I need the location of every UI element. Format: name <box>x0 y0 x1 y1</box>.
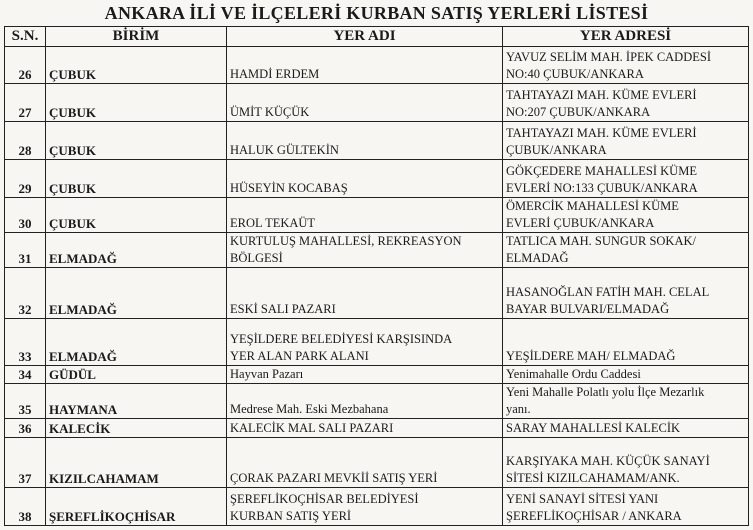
row-sn: 32 <box>5 268 46 319</box>
header-sn: S.N. <box>5 27 46 47</box>
yer-adi-line: ÇORAK PAZARI MEVKİİ SATIŞ YERİ <box>230 471 438 485</box>
row-yer-adi <box>227 160 503 198</box>
adres-line: yanı. <box>506 402 531 416</box>
row-sn: 30 <box>5 198 46 233</box>
adres-line: Yenimahalle Ordu Caddesi <box>506 367 641 381</box>
adres-line: SARAY MAHALLESİ KALECİK <box>506 421 681 435</box>
adres-line: ÇUBUK/ANKARA <box>506 143 607 157</box>
table-header-row <box>5 27 749 47</box>
row-yer-adi <box>227 233 503 268</box>
row-sn: 35 <box>5 384 46 419</box>
row-yer-adresi <box>503 233 749 268</box>
row-birim: HAYMANA <box>46 384 227 419</box>
row-yer-adi <box>227 384 503 419</box>
row-yer-adresi <box>503 198 749 233</box>
row-yer-adi <box>227 488 503 526</box>
table-row <box>5 419 749 438</box>
row-birim: GÜDÜL <box>46 366 227 384</box>
row-sn: 38 <box>5 488 46 526</box>
table-row <box>5 84 749 122</box>
row-birim: ÇUBUK <box>46 160 227 198</box>
row-birim: KALECİK <box>46 419 227 438</box>
row-yer-adresi <box>503 268 749 319</box>
table-row <box>5 198 749 233</box>
adres-line: YENİ SANAYİ SİTESİ YANI <box>506 492 659 506</box>
table-row <box>5 366 749 384</box>
header-birim: BİRİM <box>46 27 227 47</box>
sales-locations-table <box>4 26 749 526</box>
table-row <box>5 384 749 419</box>
row-yer-adi <box>227 84 503 122</box>
row-sn: 29 <box>5 160 46 198</box>
adres-line: EVLERİ NO:133 ÇUBUK/ANKARA <box>506 181 698 195</box>
adres-line: ŞEREFLİKOÇHİSAR / ANKARA <box>506 509 682 523</box>
adres-line: YEŞİLDERE MAH/ ELMADAĞ <box>506 349 676 363</box>
row-sn: 34 <box>5 366 46 384</box>
adres-line: TATLICA MAH. SUNGUR SOKAK/ <box>506 234 696 248</box>
row-birim: ÇUBUK <box>46 47 227 84</box>
yer-adi-line: ŞEREFLİKOÇHİSAR BELEDİYESİ <box>230 492 419 506</box>
row-sn: 33 <box>5 319 46 366</box>
adres-line: GÖKÇEDERE MAHALLESİ KÜME <box>506 164 697 178</box>
adres-line: EVLERİ ÇUBUK/ANKARA <box>506 216 655 230</box>
yer-adi-line: Medrese Mah. Eski Mezbahana <box>230 402 389 416</box>
adres-line: HASANOĞLAN FATİH MAH. CELAL <box>506 285 710 299</box>
row-yer-adi <box>227 47 503 84</box>
table-row <box>5 319 749 366</box>
row-birim: ELMADAĞ <box>46 319 227 366</box>
adres-line: KARŞIYAKA MAH. KÜÇÜK SANAYİ <box>506 454 710 468</box>
row-yer-adresi <box>503 319 749 366</box>
adres-line: NO:40 ÇUBUK/ANKARA <box>506 67 644 81</box>
row-yer-adi <box>227 419 503 438</box>
table-body <box>5 47 749 526</box>
yer-adi-line: ÜMİT KÜÇÜK <box>230 105 310 119</box>
row-sn: 26 <box>5 47 46 84</box>
page-title: ANKARA İLİ VE İLÇELERİ KURBAN SATIŞ YERLERİ LİSTESİ <box>104 3 649 23</box>
adres-line: BAYAR BULVARI/ELMADAĞ <box>506 302 670 316</box>
row-birim: KIZILCAHAMAM <box>46 438 227 488</box>
row-birim: ÇUBUK <box>46 84 227 122</box>
row-sn: 37 <box>5 438 46 488</box>
header-yer-adi: YER ADI <box>227 27 503 47</box>
row-yer-adi <box>227 319 503 366</box>
table-row <box>5 47 749 84</box>
yer-adi-line: HÜSEYİN KOCABAŞ <box>230 181 348 195</box>
yer-adi-line: EROL TEKAÜT <box>230 216 316 230</box>
yer-adi-line: Hayvan Pazarı <box>230 367 304 381</box>
row-yer-adresi <box>503 84 749 122</box>
row-birim: ELMADAĞ <box>46 233 227 268</box>
yer-adi-line: HALUK GÜLTEKİN <box>230 143 339 157</box>
row-sn: 31 <box>5 233 46 268</box>
row-yer-adi <box>227 268 503 319</box>
yer-adi-line: KALECİK MAL SALI PAZARI <box>230 421 394 435</box>
row-yer-adi <box>227 438 503 488</box>
row-sn: 36 <box>5 419 46 438</box>
row-sn: 27 <box>5 84 46 122</box>
yer-adi-line: YEŞİLDERE BELEDİYESİ KARŞISINDA <box>230 332 453 346</box>
yer-adi-line: YER ALAN PARK ALANI <box>230 349 369 363</box>
table-row <box>5 233 749 268</box>
yer-adi-line: ESKİ SALI PAZARI <box>230 302 336 316</box>
yer-adi-line: KURTULUŞ MAHALLESİ, REKREASYON <box>230 234 462 248</box>
row-yer-adresi <box>503 160 749 198</box>
row-yer-adresi <box>503 438 749 488</box>
row-birim: ŞEREFLİKOÇHİSAR <box>46 488 227 526</box>
adres-line: ÖMERCİK MAHALLESİ KÜME <box>506 199 679 213</box>
table-row <box>5 268 749 319</box>
table-row <box>5 122 749 160</box>
table-row <box>5 438 749 488</box>
adres-line: TAHTAYAZI MAH. KÜME EVLERİ <box>506 126 697 140</box>
row-yer-adi <box>227 122 503 160</box>
adres-line: SİTESİ KIZILCAHAMAM/ANK. <box>506 471 680 485</box>
adres-line: TAHTAYAZI MAH. KÜME EVLERİ <box>506 88 697 102</box>
table-row <box>5 160 749 198</box>
adres-line: YAVUZ SELİM MAH. İPEK CADDESİ <box>506 50 711 64</box>
row-yer-adi <box>227 366 503 384</box>
row-birim: ELMADAĞ <box>46 268 227 319</box>
adres-line: ELMADAĞ <box>506 251 569 265</box>
row-birim: ÇUBUK <box>46 198 227 233</box>
yer-adi-line: BÖLGESİ <box>230 251 283 265</box>
row-birim: ÇUBUK <box>46 122 227 160</box>
row-yer-adresi <box>503 419 749 438</box>
row-yer-adresi <box>503 122 749 160</box>
row-yer-adresi <box>503 47 749 84</box>
yer-adi-line: HAMDİ ERDEM <box>230 67 320 81</box>
row-yer-adi <box>227 198 503 233</box>
table-row <box>5 488 749 526</box>
row-yer-adresi <box>503 384 749 419</box>
header-yer-adresi: YER ADRESİ <box>503 27 749 47</box>
row-yer-adresi <box>503 488 749 526</box>
yer-adi-line: KURBAN SATIŞ YERİ <box>230 509 352 523</box>
adres-line: Yeni Mahalle Polatlı yolu İlçe Mezarlık <box>506 385 705 399</box>
row-yer-adresi <box>503 366 749 384</box>
row-sn: 28 <box>5 122 46 160</box>
adres-line: NO:207 ÇUBUK/ANKARA <box>506 105 651 119</box>
